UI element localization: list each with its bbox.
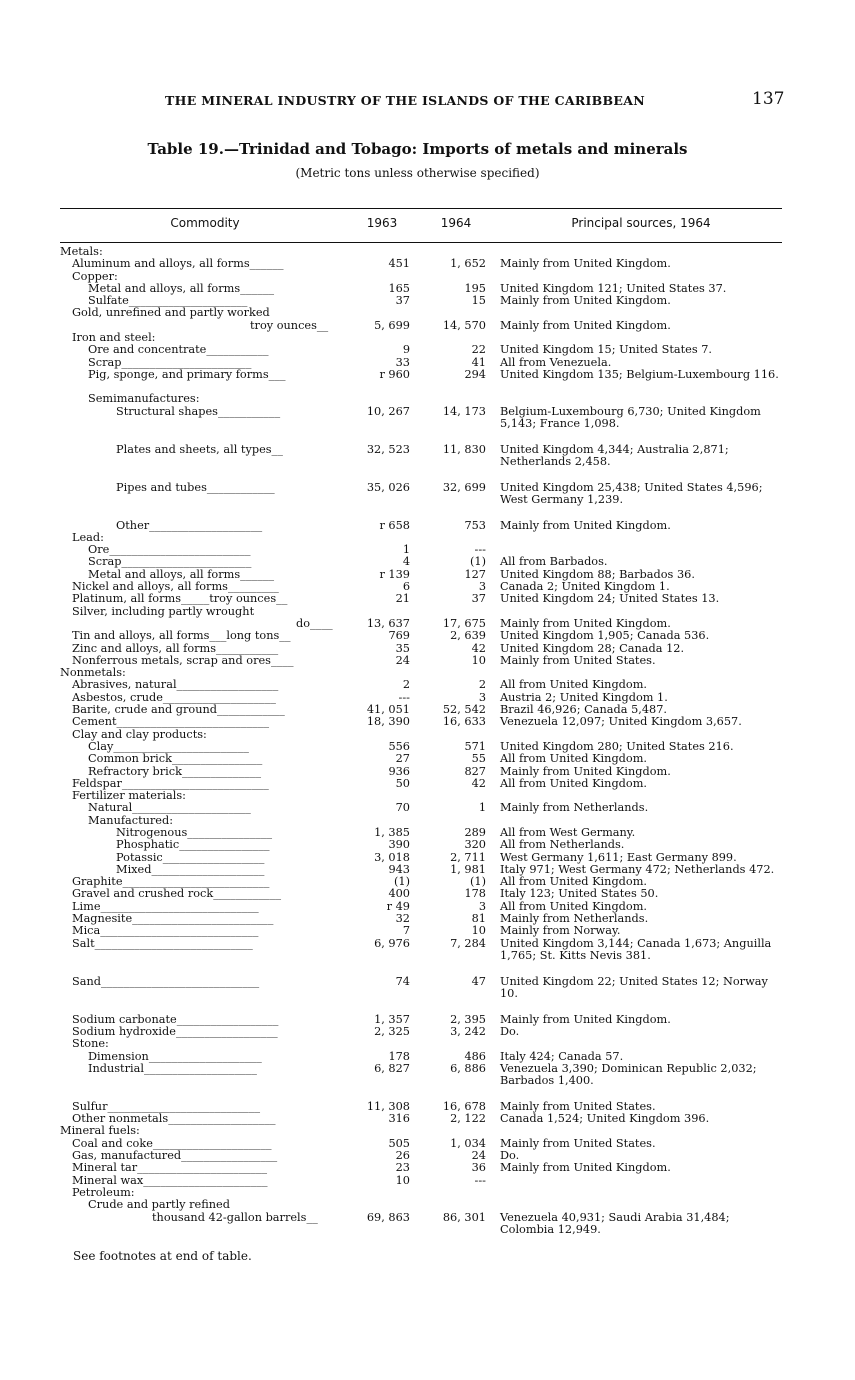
principal-sources-cell: United Kingdom 3,144; Canada 1,673; Anguilla 1,765; St. Kitts Nevis 381. — [500, 936, 772, 962]
commodity-cell: Dimension____________________ — [88, 1050, 262, 1063]
value-1964-cell: 3, 242 — [450, 1024, 486, 1038]
table-row — [0, 606, 855, 618]
table-row — [0, 741, 855, 753]
table-row — [0, 864, 855, 876]
principal-sources-cell: Mainly from United Kingdom. — [500, 257, 671, 271]
principal-sources-cell: United Kingdom 135; Belgium-Luxembourg 116. — [500, 367, 779, 381]
value-1963-cell: r 658 — [379, 518, 410, 532]
table-row — [0, 901, 855, 913]
commodity-cell: Zinc and alloys, all forms___________ — [72, 642, 279, 655]
principal-sources-cell: United Kingdom 22; United States 12; Norway 10. — [500, 974, 768, 1000]
commodity-cell: Scrap_______________________ — [88, 356, 252, 369]
commodity-cell: Crude and partly refined — [88, 1199, 230, 1212]
commodity-cell: Asbestos, crude____________________ — [72, 691, 276, 704]
value-1964-cell: 320 — [464, 838, 486, 852]
value-1964-cell: 3 — [478, 899, 486, 913]
table-row — [0, 716, 855, 728]
commodity-cell: Ore_________________________ — [88, 544, 251, 557]
table-row — [0, 692, 855, 704]
table-row — [0, 406, 855, 432]
commodity-cell: Potassic__________________ — [116, 851, 265, 864]
value-1963-cell: 505 — [388, 1136, 410, 1150]
commodity-cell: Mica____________________________ — [72, 925, 259, 938]
principal-sources-cell: Mainly from United States. — [500, 1136, 656, 1150]
principal-sources-cell: United Kingdom 121; United States 37. — [500, 281, 727, 295]
value-1963-cell: 6 — [402, 580, 410, 594]
commodity-cell: Sodium hydroxide__________________ — [72, 1025, 278, 1038]
value-1963-cell: 451 — [388, 257, 410, 271]
table-subtitle: (Metric tons unless otherwise specified) — [295, 166, 540, 180]
value-1964-cell: 294 — [464, 367, 486, 381]
value-1964-cell: 1, 034 — [450, 1136, 486, 1150]
value-1964-cell: 36 — [471, 1161, 486, 1175]
value-1964-cell: --- — [474, 543, 486, 557]
value-1963-cell: 3, 018 — [374, 850, 410, 864]
table-row — [0, 295, 855, 307]
value-1964-cell: 753 — [464, 518, 486, 532]
table-row — [0, 679, 855, 691]
value-1963-cell: 21 — [395, 592, 410, 606]
principal-sources-cell: All from Barbados. — [500, 555, 608, 569]
value-1963-cell: 11, 308 — [366, 1099, 410, 1113]
commodity-cell: Manufactured: — [88, 814, 174, 827]
table-title: Table 19.—Trinidad and Tobago: Imports of metals and minerals — [147, 140, 688, 158]
value-1963-cell: (1) — [393, 875, 410, 889]
table-row — [0, 938, 855, 964]
value-1964-cell: 1 — [478, 801, 486, 815]
value-1964-cell: 47 — [471, 974, 486, 988]
table-row — [0, 1063, 855, 1089]
commodity-cell: Fertilizer materials: — [72, 790, 186, 803]
value-1964-cell: 3 — [478, 580, 486, 594]
value-1963-cell: 10, 267 — [366, 404, 410, 418]
value-1964-cell: 16, 633 — [442, 715, 486, 729]
value-1964-cell: 486 — [464, 1049, 486, 1063]
value-1964-cell: 42 — [471, 641, 486, 655]
imports-table — [0, 246, 855, 1238]
principal-sources-cell: Mainly from United Kingdom. — [500, 294, 671, 308]
value-1964-cell: 1, 652 — [450, 257, 486, 271]
value-1963-cell: 400 — [388, 887, 410, 901]
principal-sources-cell: All from United Kingdom. — [500, 899, 648, 913]
table-row — [0, 1051, 855, 1063]
commodity-cell: Mineral wax______________________ — [72, 1174, 268, 1187]
principal-sources-cell: Austria 2; United Kingdom 1. — [500, 690, 668, 704]
commodity-cell: Mixed____________________ — [116, 863, 265, 876]
principal-sources-cell: Mainly from United Kingdom. — [500, 1012, 671, 1026]
principal-sources-cell: Mainly from United Kingdom. — [500, 764, 671, 778]
value-1964-cell: 17, 675 — [442, 616, 486, 630]
value-1964-cell: 2, 639 — [450, 629, 486, 643]
table-row — [0, 655, 855, 667]
principal-sources-cell: Italy 123; United States 50. — [500, 887, 659, 901]
commodity-cell: Refractory brick______________ — [88, 765, 262, 778]
table-row — [0, 593, 855, 605]
value-1963-cell: 32, 523 — [366, 442, 410, 456]
value-1963-cell: 316 — [388, 1112, 410, 1126]
table-row — [0, 876, 855, 888]
commodity-cell: Nickel and alloys, all forms_________ — [72, 581, 279, 594]
principal-sources-cell: Do. — [500, 1149, 520, 1163]
value-1964-cell: 10 — [471, 653, 486, 667]
value-1964-cell: 1, 981 — [450, 862, 486, 876]
value-1964-cell: 15 — [471, 294, 486, 308]
table-row — [0, 283, 855, 295]
commodity-cell: troy ounces__ — [250, 319, 329, 332]
value-1964-cell: (1) — [469, 555, 486, 569]
principal-sources-cell: United Kingdom 24; United States 13. — [500, 592, 720, 606]
column-header-1963: 1963 — [366, 216, 398, 230]
page-header — [0, 89, 855, 112]
commodity-cell: Clay and clay products: — [72, 728, 207, 741]
table-row — [0, 581, 855, 593]
table-row — [0, 778, 855, 790]
value-1963-cell: 769 — [388, 629, 410, 643]
value-1964-cell: 571 — [464, 739, 486, 753]
value-1963-cell: 32 — [395, 912, 410, 926]
value-1963-cell: 2 — [402, 678, 410, 692]
value-1964-cell: 11, 830 — [442, 442, 486, 456]
commodity-cell: Sulfur___________________________ — [72, 1100, 260, 1113]
commodity-cell: Lead: — [72, 531, 104, 544]
principal-sources-cell: Venezuela 40,931; Saudi Arabia 31,484; Colombia 12,949. — [500, 1210, 730, 1236]
column-header-sources: Principal sources, 1964 — [571, 216, 711, 230]
value-1963-cell: 4 — [402, 555, 410, 569]
value-1964-cell: 42 — [471, 776, 486, 790]
table-row — [0, 766, 855, 778]
principal-sources-cell: Belgium-Luxembourg 6,730; United Kingdom 5,143; France 1,098. — [500, 404, 761, 430]
table-row — [0, 320, 855, 332]
value-1963-cell: 37 — [395, 294, 410, 308]
table-row — [0, 1212, 855, 1238]
value-1964-cell: 37 — [471, 592, 486, 606]
principal-sources-cell: Mainly from United Kingdom. — [500, 518, 671, 532]
commodity-cell: Mineral fuels: — [60, 1125, 140, 1138]
commodity-cell: Ore and concentrate___________ — [88, 344, 269, 357]
commodity-cell: Salt____________________________ — [72, 937, 253, 950]
value-1964-cell: 195 — [464, 281, 486, 295]
value-1964-cell: 41 — [471, 355, 486, 369]
principal-sources-cell: United Kingdom 25,438; United States 4,596; West Germany 1,239. — [500, 480, 763, 506]
value-1964-cell: 2, 395 — [450, 1012, 486, 1026]
commodity-cell: Pipes and tubes____________ — [116, 481, 275, 494]
value-1964-cell: 14, 173 — [442, 404, 486, 418]
principal-sources-cell: Mainly from United States. — [500, 653, 656, 667]
table-row — [0, 753, 855, 765]
value-1964-cell: 52, 542 — [442, 703, 486, 717]
principal-sources-cell: United Kingdom 280; United States 216. — [500, 739, 734, 753]
commodity-cell: Sulfate_____________________ — [88, 295, 248, 308]
principal-sources-cell: Venezuela 12,097; United Kingdom 3,657. — [500, 715, 742, 729]
commodity-cell: Lime____________________________ — [72, 900, 259, 913]
commodity-cell: Sand____________________________ — [72, 975, 260, 988]
principal-sources-cell: Mainly from United Kingdom. — [500, 1161, 671, 1175]
value-1964-cell: 2 — [478, 678, 486, 692]
principal-sources-cell: Mainly from United Kingdom. — [500, 318, 671, 332]
value-1964-cell: 16, 678 — [442, 1099, 486, 1113]
commodity-cell: Metal and alloys, all forms______ — [88, 568, 275, 581]
principal-sources-cell: All from United Kingdom. — [500, 678, 648, 692]
principal-sources-cell: All from United Kingdom. — [500, 776, 648, 790]
value-1963-cell: 1 — [402, 543, 410, 557]
value-1963-cell: 2, 325 — [374, 1024, 410, 1038]
table-row — [0, 827, 855, 839]
principal-sources-cell: Mainly from Netherlands. — [500, 801, 649, 815]
value-1963-cell: 70 — [395, 801, 410, 815]
value-1964-cell: 2, 122 — [450, 1112, 486, 1126]
commodity-cell: Clay________________________ — [88, 740, 249, 753]
value-1964-cell: 32, 699 — [442, 480, 486, 494]
value-1964-cell: 3 — [478, 690, 486, 704]
table-row — [0, 369, 855, 381]
principal-sources-cell: Brazil 46,926; Canada 5,487. — [500, 703, 668, 717]
value-1963-cell: 18, 390 — [366, 715, 410, 729]
commodity-cell: Other nonmetals___________________ — [72, 1113, 276, 1126]
table-row — [0, 1175, 855, 1187]
table-row — [0, 1187, 855, 1199]
commodity-cell: Other____________________ — [116, 519, 263, 532]
value-1963-cell: r 960 — [379, 367, 410, 381]
commodity-cell: Plates and sheets, all types__ — [116, 443, 283, 456]
value-1963-cell: 27 — [395, 752, 410, 766]
table-row — [0, 790, 855, 802]
commodity-cell: Semimanufactures: — [88, 393, 200, 406]
value-1963-cell: 556 — [388, 739, 410, 753]
table-row — [0, 307, 855, 319]
value-1963-cell: 390 — [388, 838, 410, 852]
table-row — [0, 802, 855, 814]
principal-sources-cell: Italy 424; Canada 57. — [500, 1049, 624, 1063]
value-1964-cell: --- — [474, 1173, 486, 1187]
table-row — [0, 1038, 855, 1050]
commodity-cell: Petroleum: — [72, 1186, 135, 1199]
commodity-cell: Scrap_______________________ — [88, 556, 252, 569]
table-row — [0, 532, 855, 544]
table-row — [0, 258, 855, 270]
value-1964-cell: 289 — [464, 825, 486, 839]
commodity-cell: Nonmetals: — [60, 667, 126, 680]
principal-sources-cell: Mainly from United States. — [500, 1099, 656, 1113]
table-row — [0, 888, 855, 900]
principal-sources-cell: United Kingdom 28; Canada 12. — [500, 641, 685, 655]
table-row — [0, 667, 855, 679]
principal-sources-cell: Mainly from United Kingdom. — [500, 616, 671, 630]
commodity-cell: Copper: — [72, 270, 118, 283]
table-row — [0, 569, 855, 581]
table-row — [0, 815, 855, 827]
principal-sources-cell: United Kingdom 4,344; Australia 2,871; Netherlands 2,458. — [500, 442, 729, 468]
value-1964-cell: 86, 301 — [442, 1210, 486, 1224]
value-1963-cell: 13, 637 — [366, 616, 410, 630]
table-row — [0, 444, 855, 470]
value-1964-cell: 81 — [471, 912, 486, 926]
principal-sources-cell: United Kingdom 15; United States 7. — [500, 343, 712, 357]
column-header-1964: 1964 — [440, 216, 472, 230]
principal-sources-cell: United Kingdom 1,905; Canada 536. — [500, 629, 710, 643]
value-1964-cell: 178 — [464, 887, 486, 901]
commodity-cell: Tin and alloys, all forms___long tons__ — [72, 630, 291, 643]
commodity-cell: Gravel and crushed rock____________ — [72, 888, 282, 901]
value-1963-cell: 9 — [402, 343, 410, 357]
principal-sources-cell: Italy 971; West Germany 472; Netherlands 472. — [500, 862, 775, 876]
value-1963-cell: 1, 385 — [374, 825, 410, 839]
value-1963-cell: 10 — [395, 1173, 410, 1187]
commodity-cell: Nitrogenous_______________ — [116, 826, 273, 839]
principal-sources-cell: Mainly from Netherlands. — [500, 912, 649, 926]
running-title: THE MINERAL INDUSTRY OF THE ISLANDS OF THE CARIBBEAN — [165, 93, 645, 108]
value-1963-cell: 69, 863 — [366, 1210, 410, 1224]
commodity-cell: Mineral tar_______________________ — [72, 1162, 268, 1175]
principal-sources-cell: Venezuela 3,390; Dominican Republic 2,032; Barbados 1,400. — [500, 1061, 757, 1088]
top-rule — [60, 208, 782, 209]
value-1963-cell: 26 — [395, 1149, 410, 1163]
table-row — [0, 246, 855, 258]
commodity-cell: Nonferrous metals, scrap and ores____ — [72, 654, 294, 667]
principal-sources-cell: Canada 2; United Kingdom 1. — [500, 580, 670, 594]
commodity-cell: Silver, including partly wrought — [72, 605, 255, 618]
table-row — [0, 618, 855, 630]
commodity-cell: Abrasives, natural__________________ — [72, 679, 279, 692]
value-1963-cell: 6, 827 — [374, 1061, 410, 1075]
table-row — [0, 1125, 855, 1137]
table-row — [0, 332, 855, 344]
commodity-cell: Metal and alloys, all forms______ — [88, 282, 275, 295]
column-header-commodity: Commodity — [170, 216, 240, 230]
table-row — [0, 1162, 855, 1174]
table-row — [0, 630, 855, 642]
commodity-cell: Aluminum and alloys, all forms______ — [72, 258, 284, 271]
commodity-cell: Stone: — [72, 1038, 109, 1051]
commodity-cell: Graphite__________________________ — [72, 876, 270, 889]
commodity-cell: thousand 42-gallon barrels__ — [152, 1211, 318, 1224]
value-1964-cell: 7, 284 — [450, 936, 486, 950]
table-row — [0, 1113, 855, 1125]
value-1963-cell: 50 — [395, 776, 410, 790]
commodity-cell: Sodium carbonate__________________ — [72, 1013, 279, 1026]
value-1963-cell: 23 — [395, 1161, 410, 1175]
commodity-cell: Common brick________________ — [88, 753, 263, 766]
value-1963-cell: 178 — [388, 1049, 410, 1063]
principal-sources-cell: United Kingdom 88; Barbados 36. — [500, 567, 695, 581]
commodity-cell: Magnesite_________________________ — [72, 913, 274, 926]
value-1963-cell: 35, 026 — [366, 480, 410, 494]
commodity-cell: Metals: — [60, 246, 103, 258]
commodity-cell: Cement___________________________ — [72, 716, 270, 729]
value-1964-cell: 24 — [471, 1149, 486, 1163]
commodity-cell: Gold, unrefined and partly worked — [72, 307, 270, 320]
commodity-cell: Gas, manufactured_________________ — [72, 1150, 278, 1163]
value-1963-cell: --- — [398, 690, 410, 704]
value-1964-cell: 827 — [464, 764, 486, 778]
value-1963-cell: 5, 699 — [374, 318, 410, 332]
table-row — [0, 1199, 855, 1211]
table-row — [0, 839, 855, 851]
value-1963-cell: r 49 — [386, 899, 410, 913]
value-1963-cell: 6, 976 — [374, 936, 410, 950]
commodity-cell: Pig, sponge, and primary forms___ — [88, 368, 286, 381]
value-1963-cell: 74 — [395, 974, 410, 988]
page-number: 137 — [752, 89, 785, 109]
principal-sources-cell: All from United Kingdom. — [500, 875, 648, 889]
principal-sources-cell: All from United Kingdom. — [500, 752, 648, 766]
table-row — [0, 1150, 855, 1162]
commodity-cell: Coal and coke_____________________ — [72, 1137, 272, 1150]
table-row — [0, 556, 855, 568]
principal-sources-cell: All from West Germany. — [500, 825, 636, 839]
value-1964-cell: 10 — [471, 924, 486, 938]
commodity-cell: Structural shapes___________ — [116, 405, 281, 418]
table-row — [0, 393, 855, 405]
table-row — [0, 913, 855, 925]
value-1963-cell: 24 — [395, 653, 410, 667]
value-1963-cell: 165 — [388, 281, 410, 295]
table-row — [0, 1014, 855, 1026]
commodity-cell: Industrial____________________ — [88, 1062, 257, 1075]
header-rule — [60, 242, 782, 243]
principal-sources-cell: Do. — [500, 1024, 520, 1038]
value-1964-cell: 55 — [471, 752, 486, 766]
table-row — [0, 482, 855, 508]
table-row — [0, 1101, 855, 1113]
table-row — [0, 520, 855, 532]
principal-sources-cell: West Germany 1,611; East Germany 899. — [500, 850, 737, 864]
value-1964-cell: (1) — [469, 875, 486, 889]
table-row — [0, 271, 855, 283]
value-1963-cell: 41, 051 — [366, 703, 410, 717]
commodity-cell: Iron and steel: — [72, 332, 156, 345]
principal-sources-cell: All from Venezuela. — [500, 355, 612, 369]
table-row — [0, 1026, 855, 1038]
value-1963-cell: 1, 357 — [374, 1012, 410, 1026]
commodity-cell: do____ — [296, 617, 333, 630]
value-1963-cell: 943 — [388, 862, 410, 876]
principal-sources-cell: All from Netherlands. — [500, 838, 625, 852]
table-row — [0, 544, 855, 556]
table-row — [0, 643, 855, 655]
value-1963-cell: r 139 — [379, 567, 410, 581]
commodity-cell: Feldspar__________________________ — [72, 777, 269, 790]
table-row — [0, 925, 855, 937]
commodity-cell: Phosphatic________________ — [116, 839, 270, 852]
value-1963-cell: 936 — [388, 764, 410, 778]
commodity-cell: Barite, crude and ground____________ — [72, 704, 285, 717]
table-row — [0, 1138, 855, 1150]
commodity-cell: Natural_____________________ — [88, 802, 251, 815]
footnote-reference: See footnotes at end of table. — [73, 1249, 252, 1263]
table-row — [0, 344, 855, 356]
value-1963-cell: 7 — [402, 924, 410, 938]
value-1964-cell: 22 — [471, 343, 486, 357]
value-1963-cell: 35 — [395, 641, 410, 655]
value-1963-cell: 33 — [395, 355, 410, 369]
commodity-cell: Platinum, all forms_____troy ounces__ — [72, 593, 288, 606]
principal-sources-cell: Canada 1,524; United Kingdom 396. — [500, 1112, 710, 1126]
value-1964-cell: 14, 570 — [442, 318, 486, 332]
value-1964-cell: 127 — [464, 567, 486, 581]
table-row — [0, 976, 855, 1002]
principal-sources-cell: Mainly from Norway. — [500, 924, 621, 938]
value-1964-cell: 6, 886 — [450, 1061, 486, 1075]
value-1964-cell: 2, 711 — [450, 850, 486, 864]
